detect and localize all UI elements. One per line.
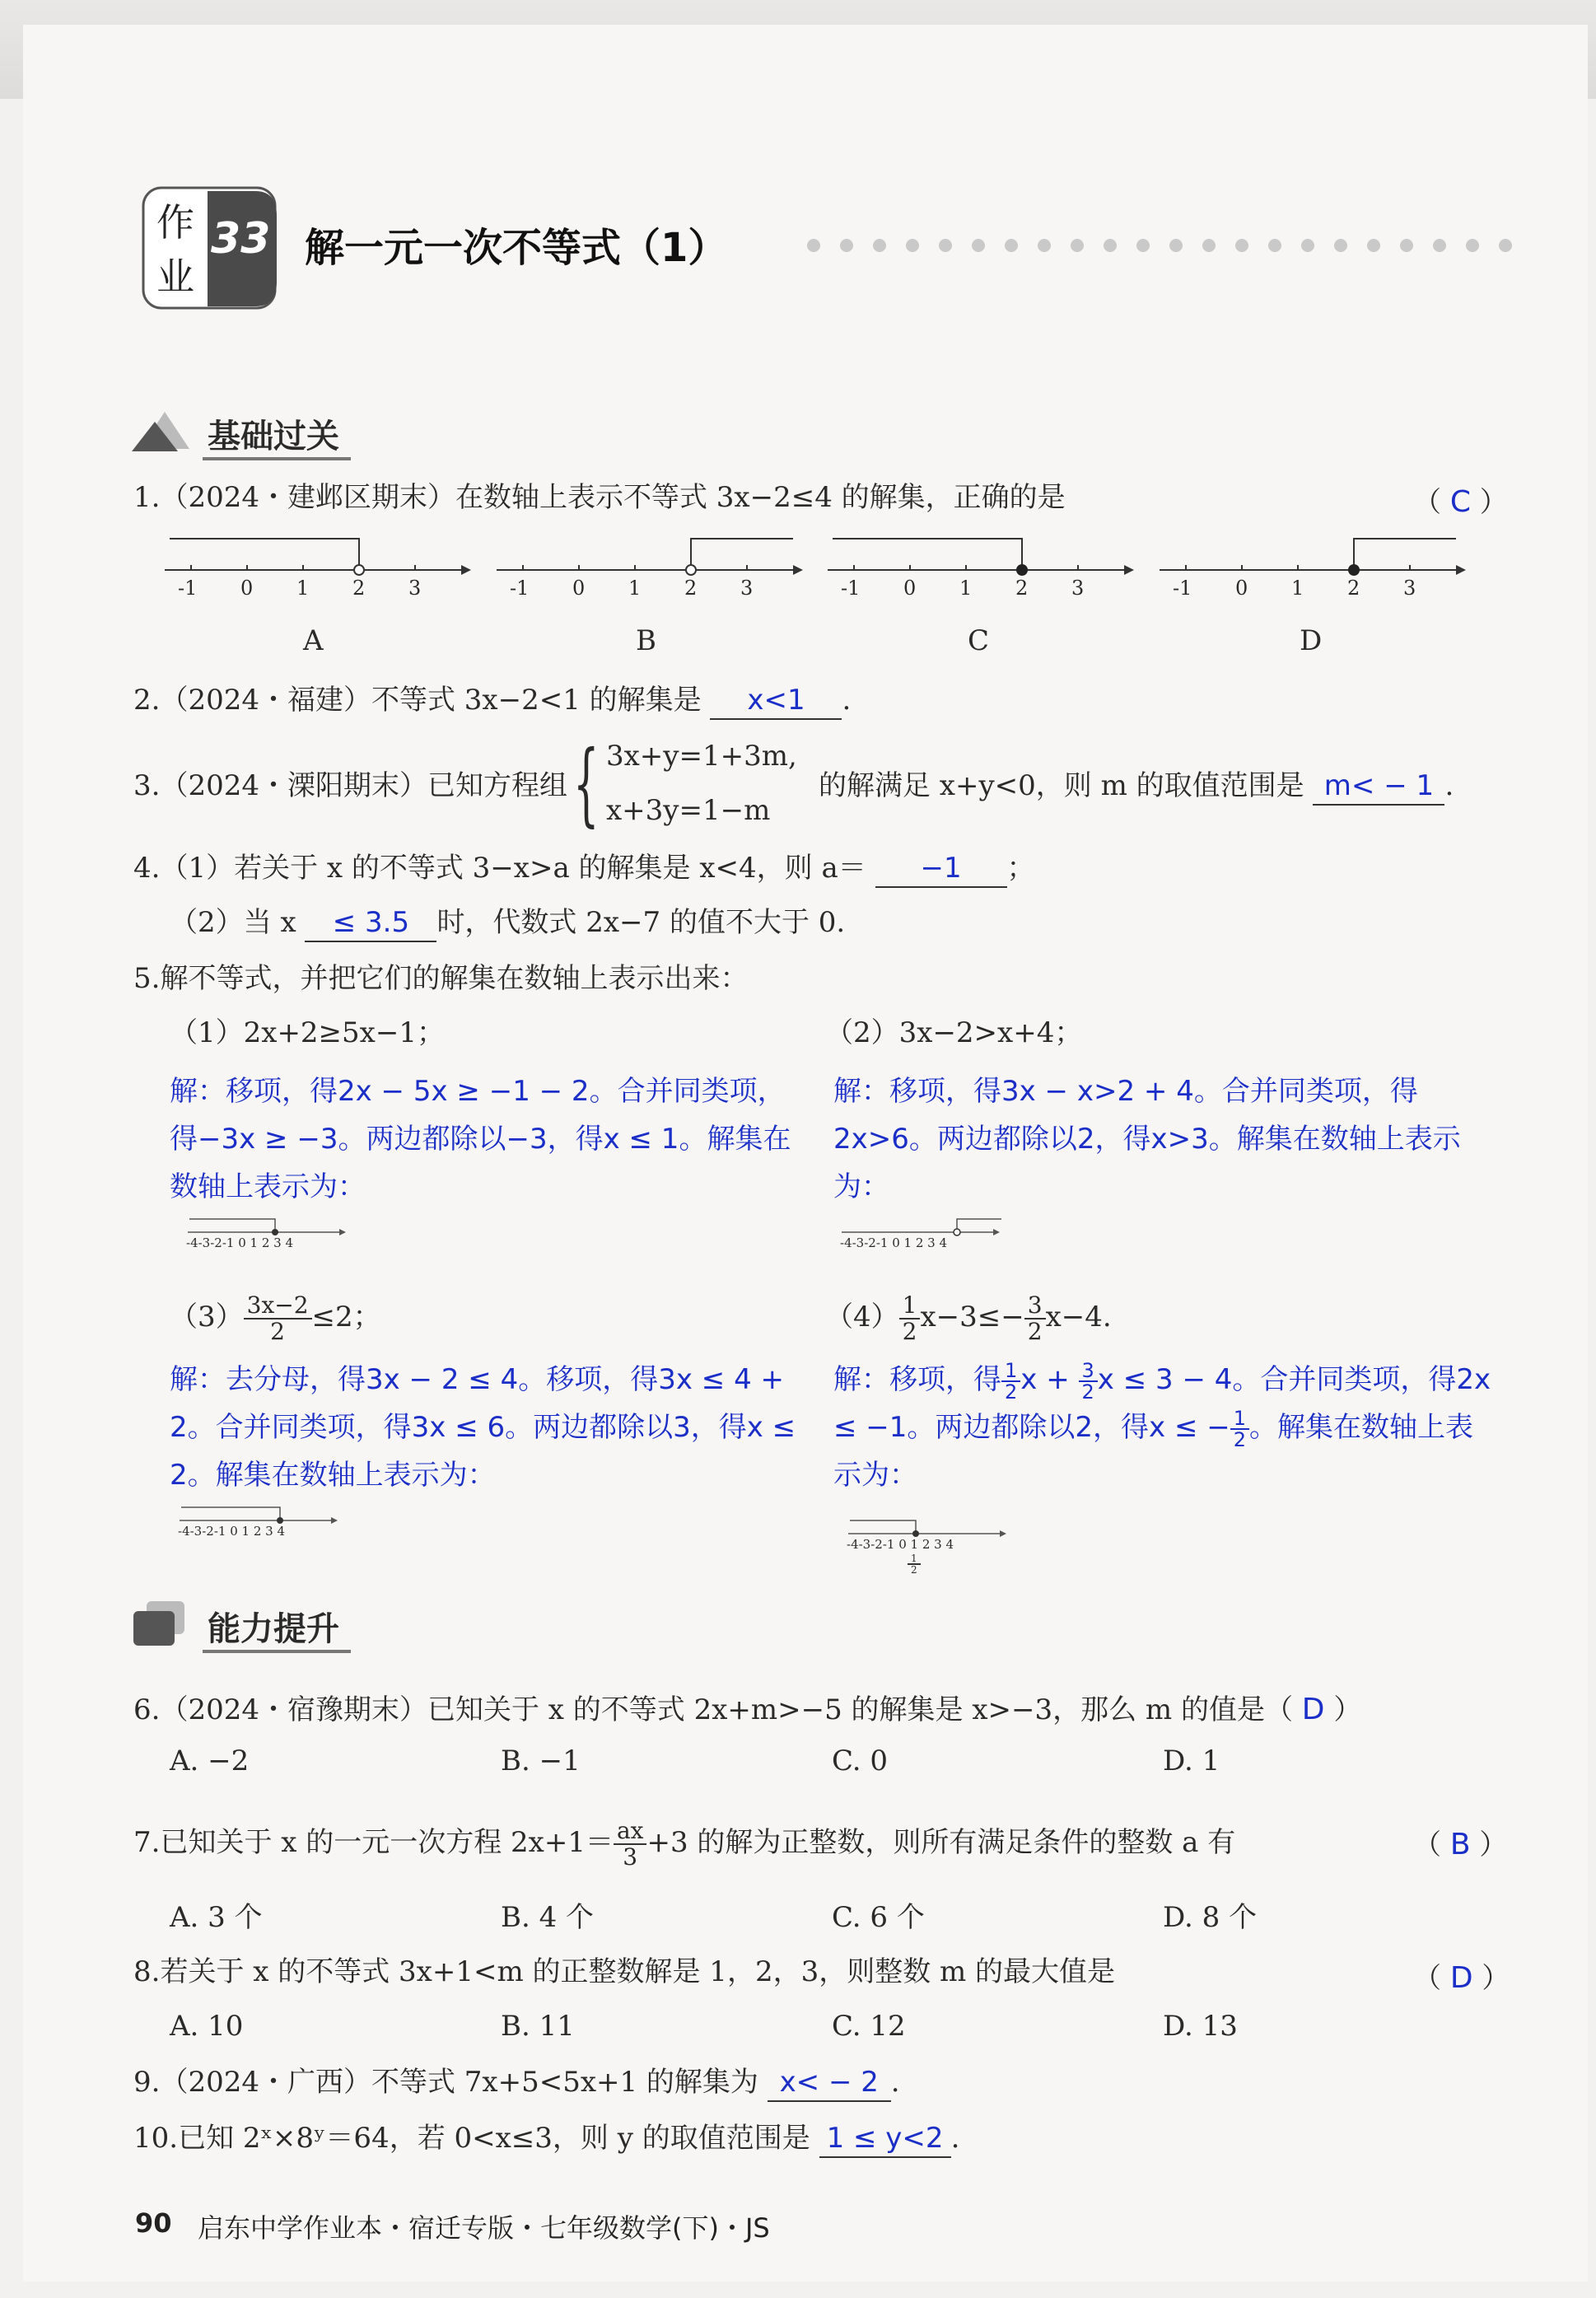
fraction-denominator: 2	[1233, 1427, 1247, 1451]
q3-answer: m< − 1	[1323, 769, 1435, 802]
page-title: 解一元一次不等式（1）	[305, 225, 728, 271]
q3-blank	[1313, 768, 1444, 806]
section-basic-title: 基础过关	[203, 410, 351, 460]
fraction-denominator: 2	[911, 1564, 917, 1576]
q2-period: .	[842, 684, 852, 717]
footer-book-title: 启东中学作业本・宿迁专版・七年级数学(下)・JS	[198, 2212, 770, 2244]
q9-period: .	[890, 2066, 900, 2099]
q5-p2-solution: 解：移项，得3x − x>2 + 4。合并同类项，得2x>6。两边都除以2，得x>3。解集在数轴上表示为：	[833, 1075, 1461, 1203]
tick-label: -1	[510, 577, 530, 600]
q6-text: 6.（2024・宿豫期末）已知关于 x 的不等式 2x+m>−5 的解集是 x>−3，那么 m 的值是（	[133, 1693, 1293, 1726]
q1-option-c: C	[968, 624, 990, 657]
q4-part2-text: （2）当 x	[170, 906, 296, 939]
q6-option-c: C. 0	[832, 1745, 889, 1777]
q5-p1-solution: 解：移项，得2x − 5x ≥ −1 − 2。合并同类项，得−3x ≥ −3。两边都除以−3，得x ≤ 1。解集在数轴上表示为：	[170, 1075, 791, 1203]
tick-label: 0	[240, 577, 254, 600]
q7-answer: B	[1449, 1828, 1471, 1861]
q5-p2-mini-axis	[840, 1211, 1005, 1263]
q5-p4-sol-c: x ≤ 3 − 4。合并同类项，得2x ≤ −1。两边都除以2，得x ≤ −	[833, 1363, 1491, 1444]
q4-part2-after: 时，代数式 2x−7 的值不大于 0.	[436, 906, 846, 939]
q5-intro: 5.解不等式，并把它们的解集在数轴上表示出来：	[133, 962, 749, 995]
q8-answer: D	[1449, 1961, 1473, 1995]
homework-badge	[140, 183, 280, 313]
q8-option-b: B. 11	[501, 2010, 575, 2043]
tick-label: -1	[841, 577, 861, 600]
q7-fraction	[614, 1819, 646, 1870]
q5-p2-label: （2）3x−2>x+4；	[825, 1016, 1083, 1049]
q1-option-a: A	[303, 624, 324, 657]
title-dot-rule	[807, 239, 1532, 255]
tick-label: 2	[1015, 577, 1029, 600]
q5-p4-suffix: x−4.	[1045, 1301, 1112, 1333]
q7-answer-paren: （ B ）	[1413, 1828, 1508, 1861]
q3-eq1: 3x+y=1+3m,	[606, 740, 797, 773]
q9-answer: x< − 2	[779, 2066, 879, 2099]
q8-answer-paren: （ D ）	[1413, 1961, 1510, 1995]
q8-option-d: D. 13	[1163, 2010, 1238, 2043]
q9-text: 9.（2024・广西）不等式 7x+5<5x+1 的解集为	[133, 2066, 758, 2099]
q1-answer-paren: （ C ）	[1413, 485, 1508, 519]
fraction-numerator: ax	[614, 1819, 646, 1845]
fraction-numerator: 3	[1079, 1361, 1098, 1382]
q1-tick-labels-c	[828, 577, 1141, 601]
section-basic-icon	[132, 404, 189, 456]
q2-text: 2.（2024・福建）不等式 3x−2<1 的解集是	[133, 684, 702, 717]
q6-option-b: B. −1	[501, 1745, 581, 1777]
fraction-denominator: 2	[1027, 1318, 1043, 1345]
q5-p4-fraction-2	[1024, 1293, 1046, 1344]
mini-axis-labels: -4-3-2-1 0 1 2 3 4	[178, 1524, 286, 1539]
tick-label: 0	[1235, 577, 1248, 600]
q9-blank	[768, 2064, 891, 2102]
fraction-numerator: 1	[899, 1293, 921, 1319]
q4-part1	[133, 850, 1035, 888]
mini-axis-labels: -4-3-2-1 0 1 2 3 4	[847, 1537, 954, 1552]
q5-p3-label	[170, 1293, 381, 1344]
q2-line	[133, 682, 851, 720]
q3-text-after: 的解满足 x+y<0，则 m 的取值范围是	[819, 769, 1304, 802]
q4-part2	[170, 904, 845, 942]
fraction-denominator: 2	[1005, 1380, 1018, 1404]
q7-line	[133, 1819, 1235, 1870]
tick-label: 1	[959, 577, 973, 600]
tick-label: -1	[178, 577, 198, 600]
q1-answer: C	[1449, 485, 1471, 519]
q3-text-before: 3.（2024・溧阳期末）已知方程组	[133, 769, 567, 802]
q5-p3-mini-axis	[178, 1499, 343, 1552]
q6-close-paren: ）	[1333, 1693, 1362, 1726]
fraction-denominator: 3	[623, 1843, 638, 1871]
q5-p3-suffix: ≤2；	[311, 1301, 381, 1333]
tick-label: 0	[903, 577, 917, 600]
q5-p4-middle: x−3≤−	[920, 1301, 1024, 1333]
fraction-denominator: 2	[1081, 1380, 1094, 1404]
tick-label: 2	[684, 577, 698, 600]
tick-label: 2	[1347, 577, 1360, 600]
q5-p3-fraction	[244, 1293, 312, 1344]
q2-blank	[710, 682, 842, 720]
q5-p4-solution	[833, 1356, 1492, 1499]
q10-text: 10.已知 2ˣ×8ʸ＝64，若 0<x≤3，则 y 的取值范围是	[133, 2122, 810, 2155]
q7-option-d: D. 8 个	[1163, 1901, 1258, 1934]
q6-option-a: A. −2	[170, 1745, 250, 1777]
section-advanced-icon	[132, 1598, 189, 1651]
q2-answer: x<1	[747, 684, 805, 717]
q3-line-rest	[819, 768, 1454, 806]
q1-text: 1.（2024・建邺区期末）在数轴上表示不等式 3x−2≤4 的解集，正确的是	[133, 481, 1066, 514]
badge-bottom-char: 业	[156, 255, 194, 299]
tick-label: 3	[408, 577, 422, 600]
q1-option-d: D	[1300, 624, 1323, 657]
tick-label: 3	[740, 577, 754, 600]
tick-label: 2	[352, 577, 366, 600]
q5-p4-fraction-1	[899, 1293, 921, 1344]
q3-brace: {	[573, 731, 600, 836]
q7-option-a: A. 3 个	[170, 1901, 263, 1934]
q5-p4-sol-fraction-3	[1230, 1408, 1249, 1450]
fraction-numerator: 1	[1001, 1361, 1020, 1382]
q10-blank	[819, 2120, 951, 2158]
q3-eq2: x+3y=1−m	[606, 794, 771, 827]
q10-answer: 1 ≤ y<2	[826, 2122, 944, 2155]
q4-part1-answer: −1	[920, 852, 962, 885]
q5-p4-sol-fraction-1	[1001, 1358, 1020, 1404]
q5-p4-prefix: （4）	[825, 1301, 899, 1333]
q1-tick-labels-a	[165, 577, 478, 601]
q8-text: 8.若关于 x 的不等式 3x+1<m 的正整数解是 1，2，3，则整数 m 的最大值是	[133, 1955, 1116, 1988]
q6-line	[133, 1692, 1361, 1728]
q1-option-b: B	[636, 624, 656, 657]
q7-text-before: 7.已知关于 x 的一元一次方程 2x+1＝	[133, 1826, 614, 1859]
footer-page-number: 90	[135, 2207, 172, 2239]
q3-period: .	[1444, 769, 1454, 802]
q7-option-b: B. 4 个	[501, 1901, 595, 1934]
q5-p4-mini-axis	[847, 1512, 1011, 1576]
q10-line	[133, 2120, 959, 2158]
tick-label: 3	[1403, 577, 1416, 600]
q6-option-d: D. 1	[1163, 1745, 1220, 1777]
tick-label: -1	[1173, 577, 1192, 600]
q5-p4-label	[825, 1293, 1112, 1344]
tick-label: 1	[296, 577, 310, 600]
q4-part2-answer: ≤ 3.5	[332, 906, 410, 939]
tick-label: 1	[1291, 577, 1304, 600]
q5-p3-prefix: （3）	[170, 1301, 244, 1333]
tick-label: 0	[572, 577, 586, 600]
q9-line	[133, 2064, 900, 2102]
mini-axis-extra-fraction	[908, 1553, 921, 1575]
q7-text-after: +3 的解为正整数，则所有满足条件的整数 a 有	[646, 1826, 1236, 1859]
fraction-denominator: 2	[902, 1318, 917, 1345]
q5-p1-label: （1）2x+2≥5x−1；	[170, 1016, 445, 1049]
mini-axis-labels: -4-3-2-1 0 1 2 3 4	[186, 1235, 294, 1250]
q10-period: .	[950, 2122, 960, 2155]
q6-answer: D	[1301, 1693, 1325, 1726]
q4-part1-blank	[875, 850, 1007, 888]
section-advanced-title: 能力提升	[203, 1603, 351, 1653]
fraction-denominator: 2	[270, 1318, 285, 1345]
q4-part2-blank	[305, 904, 436, 942]
q7-option-c: C. 6 个	[832, 1901, 925, 1934]
q1-tick-labels-b	[497, 577, 810, 601]
fraction-numerator: 1	[1230, 1408, 1249, 1430]
q5-p4-sol-a: 解：移项，得	[833, 1363, 1001, 1396]
q4-part1-semicolon: ；	[1006, 852, 1035, 885]
q5-p3-solution: 解：去分母，得3x − 2 ≤ 4。移项，得3x ≤ 4 + 2。合并同类项，得3x ≤ 6。两边都除以3，得x ≤ 2。解集在数轴上表示为：	[170, 1363, 796, 1492]
q5-p4-sol-b: x +	[1020, 1363, 1079, 1396]
tick-label: 3	[1071, 577, 1085, 600]
q4-part1-text: 4.（1）若关于 x 的不等式 3−x>a 的解集是 x<4，则 a＝	[133, 852, 866, 885]
q5-p4-sol-fraction-2	[1079, 1358, 1098, 1404]
badge-number: 33	[211, 214, 271, 264]
q8-option-c: C. 12	[832, 2010, 906, 2043]
mini-axis-labels: -4-3-2-1 0 1 2 3 4	[840, 1235, 948, 1250]
q8-option-a: A. 10	[170, 2010, 244, 2043]
badge-top-char: 作	[156, 200, 194, 245]
tick-label: 1	[628, 577, 642, 600]
fraction-numerator: 3x−2	[244, 1293, 312, 1319]
q1-tick-labels-d	[1160, 577, 1472, 601]
fraction-numerator: 1	[908, 1553, 921, 1565]
q5-p4-sol-d: 。解集在数轴上表示为：	[833, 1411, 1474, 1492]
fraction-numerator: 3	[1024, 1293, 1046, 1319]
q5-p1-mini-axis	[186, 1211, 351, 1263]
